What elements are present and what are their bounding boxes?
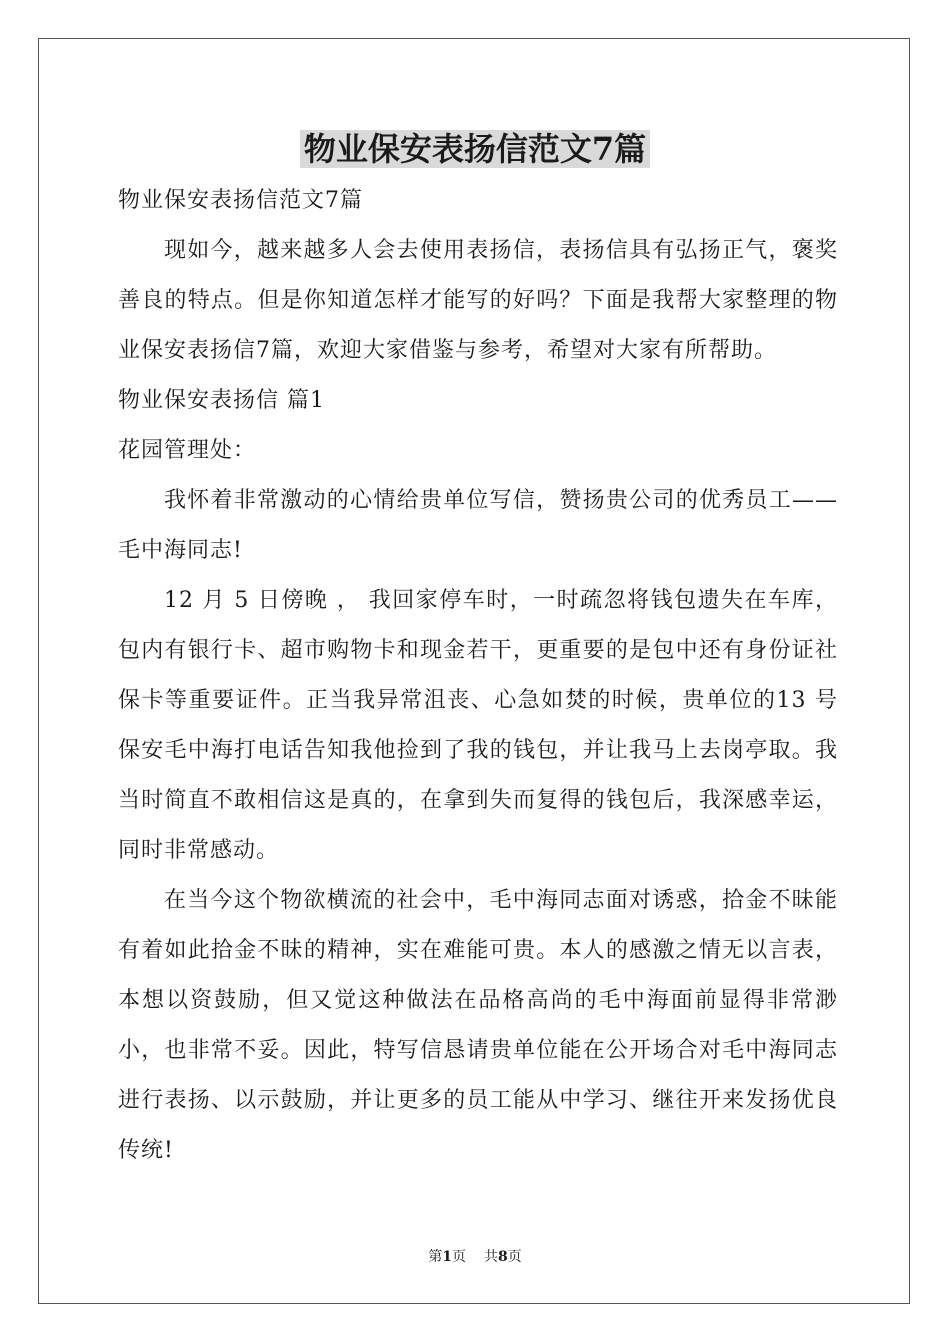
total-suffix: 页 xyxy=(507,1249,522,1265)
document-body xyxy=(118,176,838,1176)
total-prefix: 共 xyxy=(484,1249,498,1265)
paragraph-praise: 在当今这个物欲横流的社会中，毛中海同志面对诱惑，拾金不昧能有着如此拾金不昧的精神，实在难能可贵。本人的感激之情无以言表，本想以资鼓励，但又觉这种做法在品格高尚的毛中海面前显得非常渺小，也非常不妥。因此，特写信恳请贵单位能在公开场合对毛中海同志进行表扬、以示鼓励，并让更多的员工能从中学习、继往开来发扬优良传统! xyxy=(118,888,838,1163)
paragraph-incident: 12 月 5 日傍晚 ， 我回家停车时，一时疏忽将钱包遗失在车库，包内有银行卡、超市购物卡和现金若干，更重要的是包中还有身份证社保卡等重要证件。正当我异常沮丧、心急如焚的时候，贵单位的13 号保安毛中海打电话告知我他捡到了我的钱包，并让我马上去岗亭取。我当时简直不敢相信这是真的，在拿到失而复得的钱包后，我深感幸运，同时非常感动。 xyxy=(118,588,838,863)
paragraph-intro: 现如今，越来越多人会去使用表扬信，表扬信具有弘扬正气，褒奖善良的特点。但是你知道怎样才能写的好吗？下面是我帮大家整理的物业保安表扬信7篇，欢迎大家借鉴与参考，希望对大家有所帮助。 xyxy=(118,238,838,363)
page-suffix: 页 xyxy=(452,1249,466,1265)
document-title xyxy=(0,124,950,174)
document-title-text: 物业保安表扬信范文7篇 xyxy=(300,130,650,168)
total-pages: 8 xyxy=(498,1249,508,1265)
section-heading: 物业保安表扬信 篇1 xyxy=(118,388,325,413)
salutation: 花园管理处： xyxy=(118,438,257,463)
page-current: 1 xyxy=(442,1249,452,1265)
page-footer xyxy=(0,1247,950,1267)
paragraph-opening: 我怀着非常激动的心情给贵单位写信，赞扬贵公司的优秀员工——毛中海同志! xyxy=(118,488,838,563)
paragraph-subtitle: 物业保安表扬信范文7篇 xyxy=(118,188,363,213)
page-prefix: 第 xyxy=(428,1249,443,1265)
